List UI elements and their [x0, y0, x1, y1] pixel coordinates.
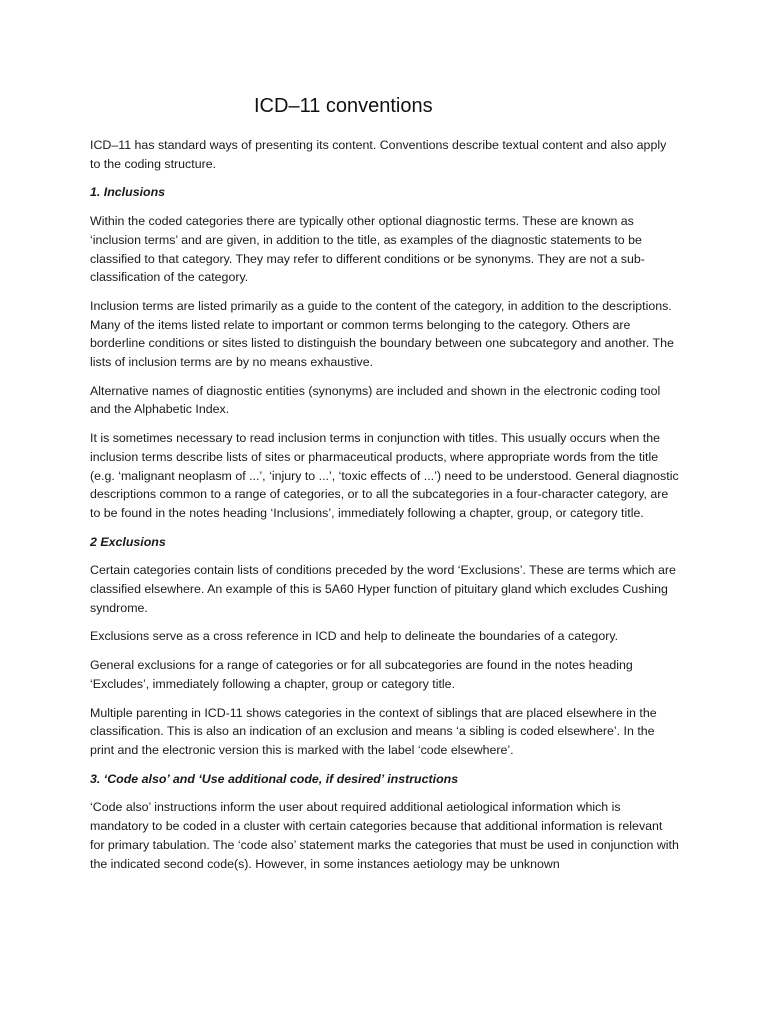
intro-paragraph: ICD–11 has standard ways of presenting its content. Conventions describe textual content and also apply to the coding structure. — [90, 138, 667, 171]
document-page — [90, 92, 680, 883]
exclusions-paragraph-1: Certain categories contain lists of conditions preceded by the word ‘Exclusions’. These are terms which are classified elsewhere. An example of this is 5A60 Hyper function of pituitary gland which excludes Cushing syndrome. — [90, 563, 676, 615]
section-heading-code-also: 3. ‘Code also’ and ‘Use additional code, if desired’ instructions — [90, 771, 459, 786]
exclusions-paragraph-4: Multiple parenting in ICD-11 shows categories in the context of siblings that are placed elsewhere in the classification. This is also an indication of an exclusion and means ‘a sibling is coded elsewhere’. In the print and the electronic version this is marked with the label ‘code elsewhere’. — [90, 705, 657, 757]
inclusions-paragraph-3: Alternative names of diagnostic entities (synonyms) are included and shown in the electronic coding tool and the Alphabetic Index. — [90, 383, 661, 417]
page-title: ICD–11 conventions — [254, 95, 433, 117]
section-heading-inclusions: 1. Inclusions — [90, 185, 166, 200]
exclusions-paragraph-3: General exclusions for a range of categories or for all subcategories are found in the notes heading ‘Excludes’, immediately following a chapter, group or category title. — [90, 658, 633, 691]
section-heading-exclusions: 2 Exclusions — [90, 534, 166, 549]
inclusions-paragraph-4: It is sometimes necessary to read inclusion terms in conjunction with titles. This usually occurs when the inclusion terms describe lists of sites or pharmaceutical products, where appropriate words from the title (e.g. ‘malignant neoplasm of ...’, ‘injury to ...’, ‘toxic effects of ...’) need to be understood. General diagnostic descriptions common to a range of categories, or to all the subcategories in a four-character category, are to be found in the notes heading ‘Inclusions’, immediately following a chapter, group, or category title. — [90, 431, 679, 520]
inclusions-paragraph-1: Within the coded categories there are typically other optional diagnostic terms. These are known as ‘inclusion terms’ and are given, in addition to the title, as examples of the diagnostic statements to be classified to that category. They may refer to different conditions or be synonyms. They are not a sub-classification of the category. — [90, 214, 645, 285]
inclusions-paragraph-2: Inclusion terms are listed primarily as a guide to the content of the category, in addition to the descriptions. Many of the items listed relate to important or common terms belonging to the category. Others are borderline conditions or sites listed to distinguish the boundary between one subcategory and another. The lists of inclusion terms are by no means exhaustive. — [90, 298, 674, 370]
code-also-paragraph-1: ‘Code also’ instructions inform the user about required additional aetiological information which is mandatory to be coded in a cluster with certain categories because that additional information is relevant for primary tabulation. The ‘code also’ statement marks the categories that must be used in conjunction with the indicated second code(s). However, in some instances aetiology may be unknown — [90, 800, 679, 871]
exclusions-paragraph-2: Exclusions serve as a cross reference in ICD and help to delineate the boundaries of a category. — [90, 629, 619, 644]
